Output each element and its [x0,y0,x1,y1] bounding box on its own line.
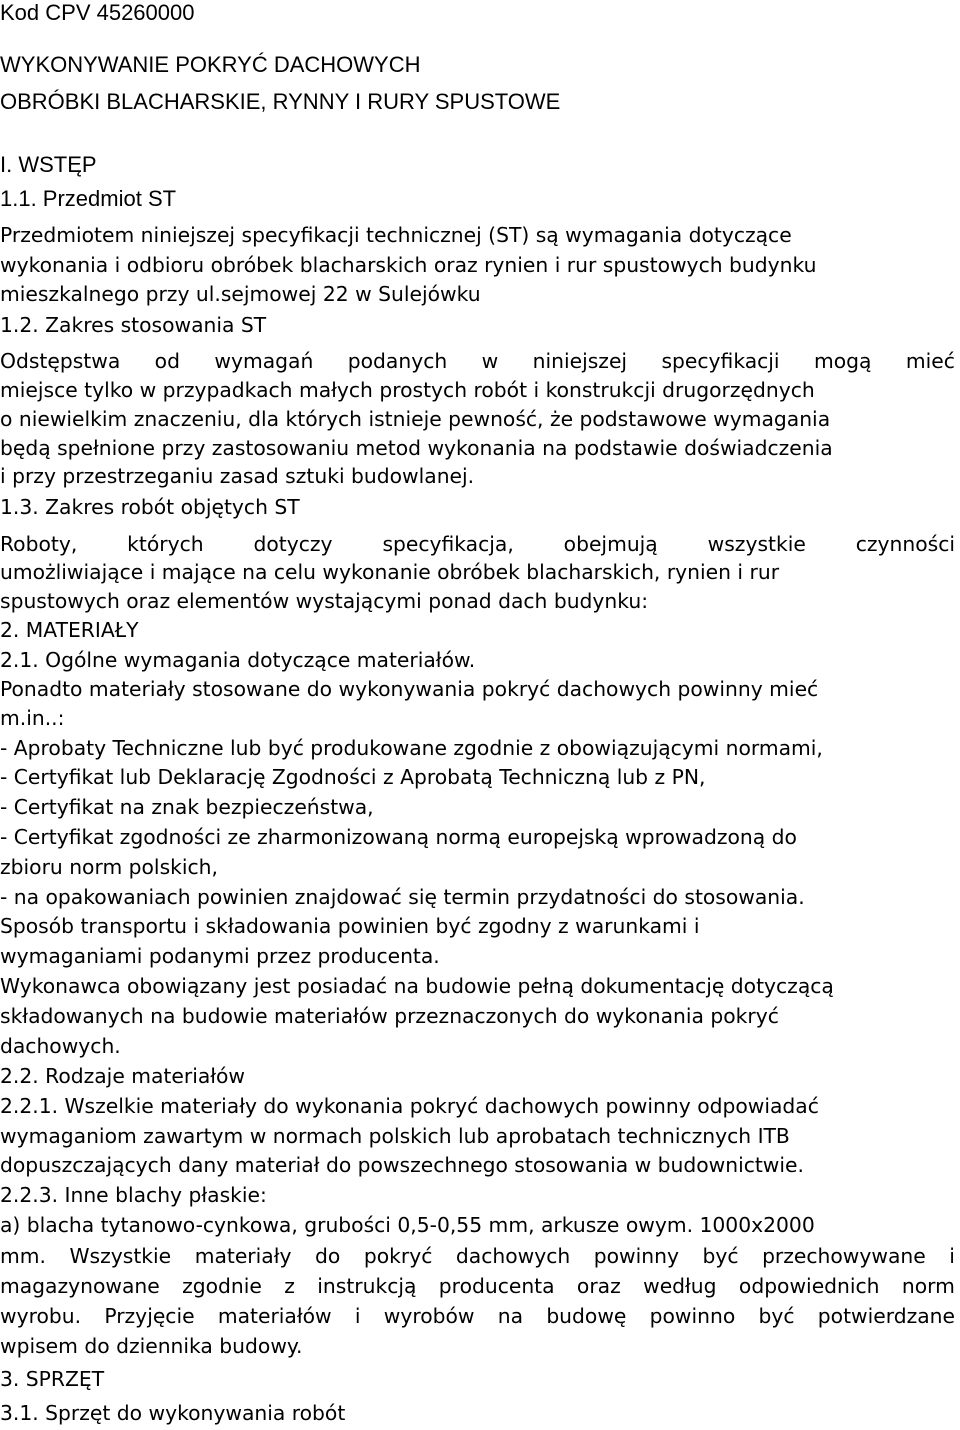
paragraph-line: a) blacha tytanowo-cynkowa, grubości 0,5-0,55 mm, arkusze owym. 1000x2000 [0,1213,815,1237]
paragraph-line-justified: magazynowane zgodnie z instrukcją producenta oraz według odpowiednich norm [0,1274,955,1298]
paragraph-line: wymaganiami podanymi przez producenta. [0,944,440,968]
paragraph-line: dopuszczających dany materiał do powszechnego stosowania w budownictwie. [0,1153,804,1177]
paragraph-line: Przedmiotem niniejszej specyfikacji technicznej (ST) są wymagania dotyczące [0,223,792,247]
paragraph-line: składowanych na budowie materiałów przeznaczonych do wykonania pokryć [0,1004,779,1028]
paragraph-line-justified: Odstępstwa od wymagań podanych w niniejszej specyfikacji mogą mieć [0,349,955,373]
list-item: - Aprobaty Techniczne lub być produkowane zgodnie z obowiązującymi normami, [0,736,823,760]
paragraph-line: i przy przestrzeganiu zasad sztuki budowlanej. [0,464,475,488]
paragraph-line: będą spełnione przy zastosowaniu metod wykonania na podstawie doświadczenia [0,436,833,460]
section-1-2-heading: 1.2. Zakres stosowania ST [0,313,267,337]
paragraph-line: wymaganiom zawartym w normach polskich lub aprobatach technicznych ITB [0,1124,790,1148]
list-item: - Certyfikat zgodności ze zharmonizowaną normą europejską wprowadzoną do [0,825,797,849]
cpv-code: Kod CPV 45260000 [0,0,195,25]
paragraph-line: umożliwiające i mające na celu wykonanie obróbek blacharskich, rynien i rur [0,560,780,584]
paragraph-line: Sposób transportu i składowania powinien być zgodny z warunkami i [0,914,700,938]
section-2-heading: 2. MATERIAŁY [0,618,139,642]
paragraph-line: o niewielkim znaczeniu, dla których istnieje pewność, że podstawowe wymagania [0,407,831,431]
paragraph-line: 2.2.3. Inne blachy płaskie: [0,1183,267,1207]
paragraph-line: m.in..: [0,706,65,730]
section-1-1-heading: 1.1. Przedmiot ST [0,186,177,211]
paragraph-line-justified: mm. Wszystkie materiały do pokryć dachowych powinny być przechowywane i [0,1244,955,1268]
list-item: - na opakowaniach powinien znajdować się termin przydatności do stosowania. [0,885,805,909]
list-item: zbioru norm polskich, [0,855,218,879]
paragraph-line: 2.2.1. Wszelkie materiały do wykonania pokryć dachowych powinny odpowiadać [0,1094,819,1118]
section-2-1-heading: 2.1. Ogólne wymagania dotyczące materiałów. [0,648,476,672]
paragraph-line: mieszkalnego przy ul.sejmowej 22 w Sulejówku [0,282,481,306]
paragraph-line: dachowych. [0,1034,121,1058]
section-3-heading: 3. SPRZĘT [0,1367,105,1391]
paragraph-line-justified: Roboty, których dotyczy specyfikacja, obejmują wszystkie czynności [0,532,955,556]
paragraph-line: miejsce tylko w przypadkach małych prostych robót i konstrukcji drugorzędnych [0,378,815,402]
paragraph-line: spustowych oraz elementów wystającymi ponad dach budynku: [0,589,649,613]
section-2-2-heading: 2.2. Rodzaje materiałów [0,1064,246,1088]
paragraph-line: Ponadto materiały stosowane do wykonywania pokryć dachowych powinny mieć [0,677,819,701]
paragraph-line: wykonania i odbioru obróbek blacharskich oraz rynien i rur spustowych budynku [0,253,817,277]
paragraph-line: wpisem do dziennika budowy. [0,1334,303,1358]
document-subtitle: OBRÓBKI BLACHARSKIE, RYNNY I RURY SPUSTOWE [0,89,561,114]
section-1-heading: I. WSTĘP [0,152,97,177]
list-item: - Certyfikat lub Deklarację Zgodności z Aprobatą Techniczną lub z PN, [0,765,706,789]
paragraph-line: Wykonawca obowiązany jest posiadać na budowie pełną dokumentację dotyczącą [0,974,834,998]
list-item: - Certyfikat na znak bezpieczeństwa, [0,795,374,819]
section-1-3-heading: 1.3. Zakres robót objętych ST [0,495,300,519]
paragraph-line-justified: wyrobu. Przyjęcie materiałów i wyrobów na budowę powinno być potwierdzane [0,1304,955,1328]
section-3-1-heading: 3.1. Sprzęt do wykonywania robót [0,1401,346,1425]
document-title: WYKONYWANIE POKRYĆ DACHOWYCH [0,52,421,77]
